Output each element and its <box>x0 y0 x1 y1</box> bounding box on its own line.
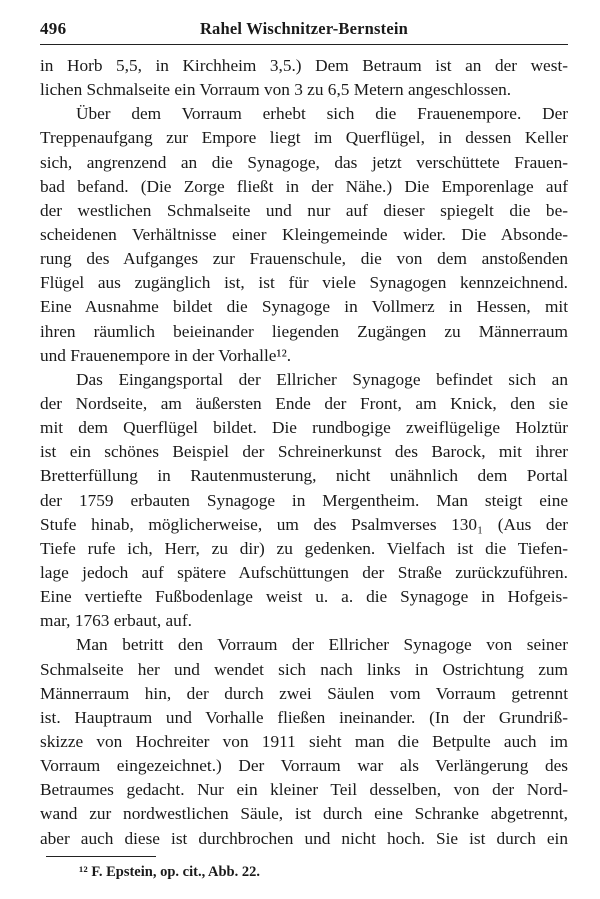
text-line: rung des Aufganges zur Frauenschule, die von dem anstoßenden <box>40 249 568 269</box>
text-line: Eine Ausnahme bildet die Synagoge in Vollmerz in Hessen, mit <box>40 297 568 317</box>
header-rule <box>40 44 568 45</box>
text-line: Flügel aus zugänglich ist, ist für viele Synagogen kennzeichnend. <box>40 273 568 293</box>
text-line: in Horb 5,5, in Kirchheim 3,5.) Dem Betraum ist an der west- <box>40 56 568 75</box>
page-header <box>40 19 568 41</box>
text-line: mar, 1763 erbaut, auf. <box>40 611 192 631</box>
text-line: Man betritt den Vorraum der Ellricher Synagoge von seiner <box>76 635 568 655</box>
paragraph-2 <box>40 102 568 368</box>
paragraph-4 <box>40 633 568 850</box>
text-line: Über dem Vorraum erhebt sich die Frauenempore. Der <box>76 104 568 124</box>
text-line: Schmalseite her und wendet sich nach links in Ostrichtung zum <box>40 659 568 679</box>
text-line: der westlichen Schmalseite und nur auf dieser spiegelt die be- <box>40 200 568 220</box>
text-line: Bretterfüllung in Rautenmusterung, nicht unähnlich dem Portal <box>40 466 568 486</box>
text-line: ist. Hauptraum und Vorhalle fließen ineinander. (In der Grundriß- <box>40 707 568 727</box>
text-line: lage jedoch auf spätere Aufschüttungen der Straße zurückzuführen. <box>40 562 568 582</box>
text-line: mit dem Querflügel bildet. Die rundbogige zweiflügelige Holztür <box>40 418 568 438</box>
text-line: ist ein schönes Beispiel der Schreinerkunst des Barock, mit ihrer <box>40 442 568 462</box>
running-head: Rahel Wischnitzer-Bernstein <box>199 19 409 38</box>
text-line: ihren räumlich beieinander liegenden Zugängen zu Männerraum <box>40 321 568 341</box>
footnote: ¹² F. Epstein, op. cit., Abb. 22. <box>79 864 260 880</box>
text-line: bad befand. (Die Zorge fließt in der Nähe.) Die Emporenlage auf <box>40 176 568 196</box>
text-line: Tiefe rufe ich, Herr, zu dir) zu gedenken. Vielfach ist die Tiefen- <box>40 538 568 558</box>
text-line: scheidenen Verhältnisse einer Kleingemeinde wider. Die Absonde- <box>40 224 568 244</box>
text-line: aber auch diese ist durchbrochen und nicht hoch. Sie ist durch ein <box>40 828 568 848</box>
paragraph-3 <box>40 368 568 634</box>
text-line: der 1759 erbauten Synagoge in Mergentheim. Man steigt eine <box>40 490 568 510</box>
footnote-rule <box>46 856 156 857</box>
page-number: 496 <box>40 19 67 38</box>
text-line: Vorraum eingezeichnet.) Der Vorraum war als Verlängerung des <box>40 756 568 776</box>
text-line: Betraumes gedacht. Nur ein kleiner Teil desselben, von der Nord- <box>40 780 568 800</box>
text-line: wand zur nordwestlichen Säule, ist durch eine Schranke abgetrennt, <box>40 804 568 824</box>
text-line: lichen Schmalseite ein Vorraum von 3 zu 6,5 Metern angeschlossen. <box>40 80 512 100</box>
text-line: Treppenaufgang zur Empore liegt im Querflügel, in dessen Keller <box>40 128 568 148</box>
text-line: sich, angrenzend an die Synagoge, das jetzt verschüttete Frauen- <box>40 152 568 172</box>
body-text <box>40 54 568 851</box>
text-line: und Frauenempore in der Vorhalle¹². <box>40 345 292 365</box>
text-line: Stufe hinab, möglicherweise, um des Psalmverses 130₁ (Aus der <box>40 514 568 534</box>
text-line: Männerraum hin, der durch zwei Säulen vom Vorraum getrennt <box>40 683 568 703</box>
paragraph-1 <box>40 54 568 102</box>
text-line: Das Eingangsportal der Ellricher Synagoge befindet sich an <box>76 369 568 389</box>
text-line: der Nordseite, am äußersten Ende der Front, am Knick, den sie <box>40 393 568 413</box>
text-line: Eine vertiefte Fußbodenlage weist u. a. die Synagoge in Hofgeis- <box>40 587 568 607</box>
text-line: skizze von Hochreiter von 1911 sieht man die Betpulte auch im <box>40 731 568 751</box>
